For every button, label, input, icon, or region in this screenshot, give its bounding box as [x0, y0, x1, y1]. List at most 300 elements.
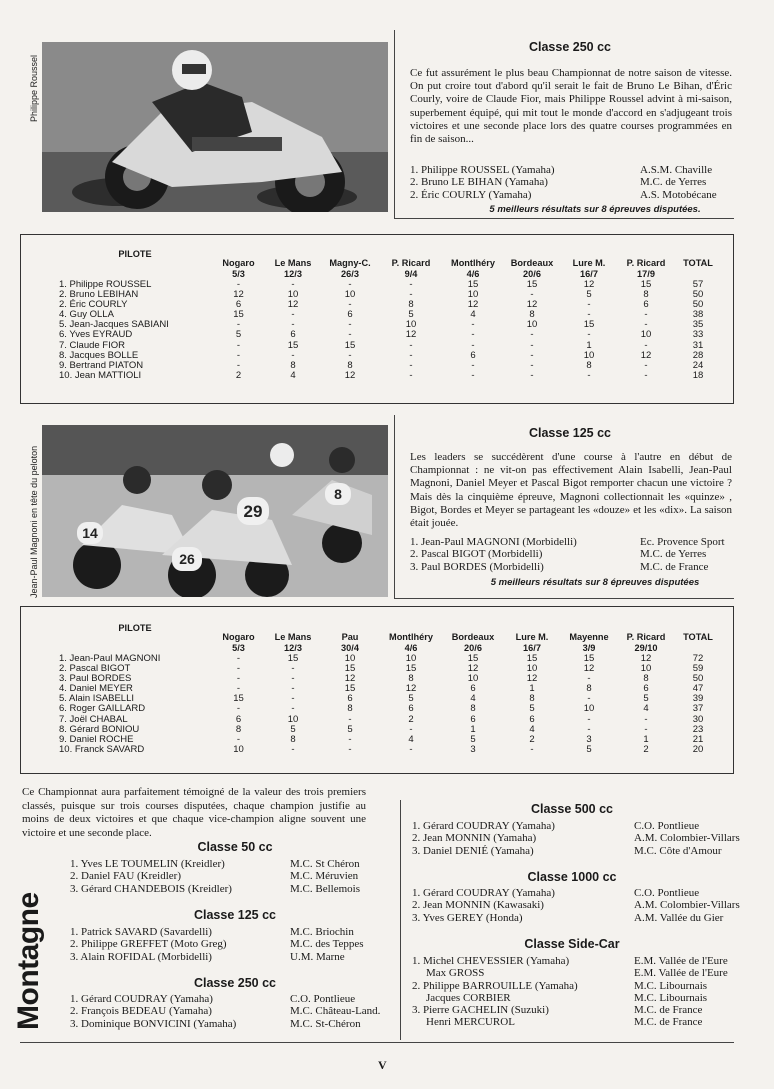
- list-item: 1. Patrick SAVARD (Savardelli) M.C. Briochin: [70, 926, 354, 938]
- score-cell: -: [236, 359, 241, 371]
- table-row: [59, 704, 722, 714]
- score-cell: 4: [529, 723, 535, 735]
- score-cell: 10: [405, 653, 417, 664]
- score-cell: 6: [643, 683, 649, 695]
- race-header: Lure M. 16/7: [572, 258, 606, 279]
- score-cell: -: [587, 693, 591, 705]
- list-item: 2. Pascal BIGOT (Morbidelli) M.C. de Yerres: [410, 548, 707, 561]
- montagne-500-title: Classe 500 cc: [530, 802, 613, 816]
- score-cell: 10: [287, 289, 299, 301]
- score-cell: -: [236, 339, 241, 351]
- montagne-label: Montagne: [12, 892, 45, 1030]
- class125-title: Classe 125 cc: [528, 426, 611, 440]
- total-cell: 37: [692, 703, 704, 715]
- score-cell: -: [236, 663, 241, 675]
- race-header: Magny-C. 26/3: [329, 258, 371, 279]
- score-cell: -: [236, 673, 241, 685]
- score-cell: -: [409, 339, 413, 351]
- score-cell: -: [471, 319, 475, 331]
- score-cell: 15: [344, 339, 356, 351]
- list-item: 3. Gérard CHANDEBOIS (Kreidler) M.C. Bellemois: [70, 882, 360, 895]
- score-cell: 15: [467, 279, 479, 290]
- list-item: 3. Paul BORDES (Morbidelli) M.C. de France: [410, 560, 709, 573]
- score-cell: -: [530, 329, 534, 341]
- score-cell: -: [530, 359, 534, 371]
- bike-number: 29: [243, 502, 263, 521]
- table-row: [59, 371, 722, 381]
- score-cell: -: [348, 743, 352, 755]
- score-cell: 6: [529, 713, 535, 725]
- score-cell: 10: [405, 319, 417, 331]
- total-cell: 38: [692, 309, 704, 321]
- score-cell: -: [471, 339, 475, 351]
- list-item: 2. Éric COURLY (Yamaha) A.S. Motobécane: [410, 188, 717, 201]
- class250-results: [410, 164, 717, 201]
- score-cell: 12: [583, 663, 595, 675]
- race-header: P. Ricard 29/10: [626, 632, 666, 653]
- pilot-name: 4. Guy OLLA: [59, 309, 114, 321]
- score-cell: 8: [347, 359, 353, 371]
- score-cell: 6: [290, 329, 296, 341]
- score-cell: 12: [405, 683, 417, 695]
- score-cell: 12: [640, 349, 652, 361]
- score-cell: 6: [470, 713, 476, 725]
- score-cell: 15: [344, 663, 356, 675]
- table-row: [59, 341, 722, 351]
- race-header: Lure M. 16/7: [515, 632, 549, 653]
- montagne-125-results: [70, 926, 364, 963]
- score-cell: -: [644, 319, 648, 331]
- score-cell: 5: [586, 743, 592, 755]
- score-cell: -: [644, 339, 648, 351]
- pilot-name: 3. Paul BORDES: [59, 673, 132, 685]
- bike-number: 14: [82, 525, 98, 541]
- score-cell: 8: [586, 683, 592, 695]
- table-row: [59, 694, 722, 704]
- score-cell: -: [348, 713, 352, 725]
- table-header-row: [59, 623, 722, 654]
- total-cell: 21: [692, 733, 704, 745]
- table-row: [59, 735, 722, 745]
- list-item: 3. Pierre GACHELIN (Suzuki) M.C. de France: [412, 1004, 703, 1017]
- score-cell: 8: [643, 289, 649, 301]
- score-cell: 10: [526, 319, 538, 331]
- table-row: [59, 290, 722, 300]
- table-row: [59, 715, 722, 725]
- total-cell: 50: [692, 673, 704, 685]
- pilot-name: 9. Bertrand PIATON: [59, 359, 144, 371]
- montagne-1000-title: Classe 1000 cc: [527, 870, 617, 884]
- score-cell: -: [471, 329, 475, 341]
- score-cell: 5: [643, 693, 649, 705]
- table-row: [59, 351, 722, 361]
- score-cell: 12: [640, 653, 652, 664]
- pilote-header: PILOTE: [118, 623, 152, 633]
- score-cell: 2: [643, 743, 649, 755]
- score-cell: 10: [344, 653, 356, 664]
- score-cell: 15: [640, 279, 652, 290]
- score-cell: 2: [529, 733, 535, 745]
- score-cell: 6: [347, 309, 353, 321]
- score-cell: 6: [235, 299, 242, 311]
- score-cell: 12: [344, 369, 356, 381]
- score-cell: -: [587, 673, 591, 685]
- score-cell: 8: [586, 359, 592, 371]
- score-cell: -: [409, 359, 413, 371]
- column-divider: [394, 30, 395, 218]
- total-cell: 24: [692, 359, 704, 371]
- race-header: Nogaro 5/3: [222, 258, 255, 279]
- score-cell: 15: [405, 663, 417, 675]
- score-cell: -: [530, 339, 534, 351]
- score-cell: 5: [408, 693, 414, 705]
- pilot-name: 5. Alain ISABELLI: [59, 693, 134, 705]
- score-cell: 15: [526, 279, 538, 290]
- table-row: [59, 654, 722, 664]
- score-cell: -: [291, 703, 295, 715]
- list-item: 2. Philippe GREFFET (Moto Greg) M.C. des Teppes: [70, 938, 364, 951]
- total-cell: 50: [692, 299, 704, 311]
- score-cell: 10: [583, 349, 595, 361]
- score-cell: 6: [643, 299, 649, 311]
- score-cell: 15: [287, 339, 299, 351]
- score-cell: 8: [470, 703, 476, 715]
- score-cell: -: [236, 703, 241, 715]
- score-cell: 10: [467, 673, 479, 685]
- score-cell: 4: [290, 369, 296, 381]
- score-cell: 15: [526, 653, 538, 664]
- score-cell: 15: [583, 653, 595, 664]
- total-cell: 28: [692, 349, 704, 361]
- table-row: [59, 684, 722, 694]
- score-cell: 12: [467, 299, 479, 311]
- score-cell: -: [348, 349, 352, 361]
- list-item: 1. Gérard COUDRAY (Yamaha) C.O. Pontlieue: [412, 887, 700, 899]
- score-cell: 6: [408, 703, 414, 715]
- montagne-1000-results: [412, 887, 740, 924]
- score-cell: 4: [408, 733, 414, 745]
- score-cell: 8: [347, 703, 353, 715]
- score-cell: 5: [290, 723, 296, 735]
- pilote-header: PILOTE: [118, 249, 152, 259]
- score-cell: 15: [233, 309, 244, 321]
- race-header: Nogaro 5/3: [222, 632, 255, 653]
- score-cell: -: [644, 309, 648, 321]
- table-row: [59, 361, 722, 371]
- list-item: 3. Dominique BONVICINI (Yamaha) M.C. St-Chéron: [70, 1017, 361, 1030]
- score-cell: -: [471, 369, 475, 381]
- list-item: 1. Michel CHEVESSIER (Yamaha) E.M. Vallée de l'Eure: [412, 955, 728, 967]
- score-cell: 6: [235, 713, 242, 725]
- score-cell: -: [409, 723, 413, 735]
- score-cell: 1: [529, 683, 535, 695]
- score-cell: -: [530, 369, 534, 381]
- score-cell: -: [236, 349, 241, 361]
- pilot-name: 1. Philippe ROUSSEL: [59, 279, 152, 290]
- score-cell: -: [409, 743, 413, 755]
- score-cell: 12: [583, 279, 595, 290]
- list-item: 1. Gérard COUDRAY (Yamaha) C.O. Pontlieue: [412, 820, 700, 832]
- score-cell: -: [291, 349, 295, 361]
- score-cell: -: [644, 713, 648, 725]
- score-cell: -: [409, 349, 413, 361]
- race-header: Le Mans 12/3: [274, 632, 312, 653]
- score-cell: 10: [640, 329, 652, 341]
- total-cell: 23: [692, 723, 704, 735]
- score-cell: -: [409, 279, 413, 290]
- score-cell: 1: [643, 733, 649, 745]
- list-item: 3. Alain ROFIDAL (Morbidelli) U.M. Marne: [70, 950, 345, 963]
- score-cell: -: [291, 683, 295, 695]
- pilot-name: 10. Franck SAVARD: [59, 743, 145, 755]
- score-cell: 5: [529, 703, 535, 715]
- pilot-name: 2. Bruno LEBIHAN: [59, 289, 139, 301]
- list-item: 2. Jean MONNIN (Yamaha) A.M. Colombier-Villars: [412, 832, 740, 845]
- column-divider: [400, 800, 401, 1040]
- class250-title: Classe 250 cc: [528, 40, 611, 54]
- score-cell: -: [348, 299, 352, 311]
- score-cell: -: [348, 329, 352, 341]
- footer-rule: [20, 1042, 734, 1043]
- total-cell: 18: [692, 369, 704, 381]
- total-cell: 33: [692, 329, 704, 341]
- score-cell: 10: [287, 713, 299, 725]
- score-cell: -: [587, 329, 591, 341]
- table-row: [59, 725, 722, 735]
- class125-intro: Les leaders se succédèrent d'une course à l'autre en début de Championnat : ne vit-on pas effectivement Alain Isabelli, Jean-Paul Magnoni, Daniel Meyer et Pascal Bigot remporter chacun une victoire ? Mais dès la cinquième épreuve, Magnoni collectionnait les «quinze» , Bigot, Bordes et Meyer se partageant les «douze» et les «dix». La saison était jouée.: [410, 451, 732, 530]
- score-cell: -: [348, 319, 352, 331]
- race-header: Pau 30/4: [341, 632, 359, 653]
- score-cell: 15: [583, 319, 595, 331]
- montagne-sidecar-results: [412, 955, 728, 1029]
- standings-250: [59, 249, 722, 381]
- pilot-name: 6. Yves EYRAUD: [59, 329, 133, 341]
- score-cell: 8: [235, 723, 242, 735]
- bike-number: 26: [179, 551, 195, 567]
- photo-jean-paul-magnoni: [42, 425, 388, 597]
- score-cell: 4: [470, 693, 476, 705]
- montagne-50-results: [70, 858, 360, 895]
- score-cell: 15: [287, 653, 299, 664]
- photo-philippe-roussel: [42, 42, 388, 212]
- score-cell: -: [644, 369, 648, 381]
- score-cell: -: [291, 309, 295, 321]
- score-cell: 8: [408, 673, 414, 685]
- score-cell: 10: [467, 289, 479, 301]
- score-cell: -: [530, 289, 534, 301]
- pilot-name: 10. Jean MATTIOLI: [59, 369, 142, 381]
- total-cell: 31: [692, 339, 704, 351]
- motorcycle-racer-image: [42, 42, 388, 212]
- bike-number: 8: [334, 486, 342, 502]
- score-cell: 12: [467, 663, 479, 675]
- score-cell: 5: [347, 723, 353, 735]
- score-cell: -: [587, 369, 591, 381]
- score-cell: 10: [526, 663, 538, 675]
- pilot-name: 5. Jean-Jacques SABIANI: [59, 319, 169, 331]
- list-item: Jacques CORBIER M.C. Libournais: [426, 991, 708, 1004]
- race-header: Bordeaux 20/6: [510, 258, 554, 279]
- score-cell: 2: [408, 713, 414, 725]
- pilot-name: 2. Éric COURLY: [59, 299, 128, 311]
- score-cell: 10: [233, 743, 244, 755]
- class125-note: 5 meilleurs résultats sur 8 épreuves disputées: [490, 577, 700, 588]
- score-cell: -: [644, 359, 648, 371]
- pilot-name: 8. Gérard BONIOU: [59, 723, 140, 735]
- score-cell: -: [348, 733, 352, 745]
- score-cell: 12: [405, 329, 417, 341]
- list-item: 1. Yves LE TOUMELIN (Kreidler) M.C. St Chéron: [70, 858, 360, 870]
- score-cell: 5: [586, 289, 592, 301]
- score-cell: -: [587, 713, 591, 725]
- page-number: V: [378, 1058, 387, 1072]
- race-header: Montlhéry 4/6: [451, 258, 495, 279]
- montagne-intro: Ce Championnat aura parfaitement témoigné de la valeur des trois premiers classés, puisque sur trois courses disputées, chaque champion justifie au moins de deux victoires et que chaque vice-champion aligne souvent une victoire et une seconde place.: [22, 786, 366, 839]
- montagne-sidecar-title: Classe Side-Car: [524, 937, 620, 951]
- table-row: [59, 664, 722, 674]
- race-header: Mayenne 3/9: [569, 632, 609, 653]
- score-cell: 4: [470, 309, 476, 321]
- total-cell: 20: [692, 743, 704, 755]
- list-item: Henri MERCUROL M.C. de France: [426, 1016, 703, 1029]
- race-header: Le Mans 12/3: [274, 258, 312, 279]
- table-row: [59, 745, 722, 755]
- section-rule: [394, 218, 734, 219]
- montagne-250-title: Classe 250 cc: [193, 976, 276, 990]
- score-cell: 8: [408, 299, 414, 311]
- table-row: [59, 674, 722, 684]
- table-row: [59, 330, 722, 340]
- list-item: 2. François BEDEAU (Yamaha) M.C. Château-Land.: [70, 1005, 381, 1018]
- score-cell: 6: [347, 693, 353, 705]
- total-header: TOTAL: [683, 632, 713, 642]
- list-item: 1. Jean-Paul MAGNONI (Morbidelli) Ec. Provence Sport: [410, 536, 725, 548]
- race-header: P. Ricard 9/4: [391, 258, 431, 279]
- total-cell: 39: [692, 693, 704, 705]
- score-cell: -: [644, 723, 648, 735]
- score-cell: 15: [344, 683, 356, 695]
- score-cell: 2: [235, 369, 242, 381]
- table-body: [59, 280, 722, 381]
- score-cell: 1: [470, 723, 476, 735]
- total-cell: 57: [692, 279, 704, 290]
- score-cell: 15: [467, 653, 479, 664]
- photo-credit-middle: Jean-Paul Magnoni en tête du peloton: [29, 445, 39, 598]
- score-cell: -: [348, 279, 352, 290]
- pilot-name: 7. Claude FIOR: [59, 339, 125, 351]
- score-cell: 8: [529, 309, 535, 321]
- class125-results: [410, 536, 725, 573]
- score-cell: 1: [586, 339, 592, 351]
- score-cell: 6: [470, 349, 476, 361]
- montagne-500-results: [412, 820, 740, 857]
- score-cell: 10: [583, 703, 595, 715]
- score-cell: 8: [529, 693, 535, 705]
- score-cell: -: [236, 733, 241, 745]
- pilot-name: 7. Joël CHABAL: [59, 713, 128, 725]
- score-cell: 12: [344, 673, 356, 685]
- score-cell: 8: [290, 733, 296, 745]
- list-item: 1. Philippe ROUSSEL (Yamaha) A.S.M. Chaville: [410, 164, 713, 176]
- score-cell: 3: [586, 733, 592, 745]
- pilot-name: 1. Jean-Paul MAGNONI: [59, 653, 161, 664]
- score-cell: -: [291, 279, 295, 290]
- section-rule: [394, 598, 734, 599]
- column-divider: [394, 415, 395, 598]
- score-cell: -: [236, 319, 241, 331]
- score-cell: -: [236, 653, 241, 664]
- score-cell: 5: [470, 733, 476, 745]
- list-item: 3. Yves GEREY (Honda) A.M. Vallée du Gier: [412, 911, 724, 924]
- montagne-125-title: Classe 125 cc: [193, 908, 276, 922]
- score-cell: 15: [233, 693, 244, 705]
- score-cell: -: [530, 743, 534, 755]
- score-cell: 12: [233, 289, 244, 301]
- list-item: 2. Jean MONNIN (Kawasaki) A.M. Colombier-Villars: [412, 899, 740, 912]
- table-row: [59, 300, 722, 310]
- score-cell: 8: [643, 673, 649, 685]
- score-cell: -: [291, 663, 295, 675]
- list-item: 1. Gérard COUDRAY (Yamaha) C.O. Pontlieue: [70, 993, 356, 1005]
- score-cell: -: [291, 319, 295, 331]
- table-row: [59, 280, 722, 290]
- pilot-name: 8. Jacques BOLLE: [59, 349, 139, 361]
- score-cell: -: [291, 673, 295, 685]
- class250-note: 5 meilleurs résultats sur 8 épreuves disputées.: [489, 204, 701, 215]
- pilot-name: 4. Daniel MEYER: [59, 683, 133, 695]
- total-cell: 30: [692, 713, 704, 725]
- table-row: [59, 320, 722, 330]
- montagne-250-results: [70, 993, 380, 1030]
- pilot-name: 6. Roger GAILLARD: [59, 703, 146, 715]
- score-cell: 6: [470, 683, 476, 695]
- score-cell: -: [409, 289, 413, 301]
- score-cell: 8: [290, 359, 296, 371]
- score-cell: 5: [235, 329, 242, 341]
- montagne-50-title: Classe 50 cc: [197, 840, 273, 854]
- list-item: Max GROSS E.M. Vallée de l'Eure: [426, 967, 728, 980]
- standings-table-250: [20, 234, 734, 404]
- pilot-name: 9. Daniel ROCHE: [59, 733, 134, 745]
- total-cell: 50: [692, 289, 704, 301]
- total-cell: 47: [692, 683, 704, 695]
- pilot-name: 2. Pascal BIGOT: [59, 663, 131, 675]
- score-cell: 3: [470, 743, 476, 755]
- list-item: 2. Philippe BARROUILLE (Yamaha) M.C. Libournais: [412, 979, 708, 992]
- race-header: P. Ricard 17/9: [626, 258, 666, 279]
- total-cell: 59: [692, 663, 704, 675]
- score-cell: 12: [287, 299, 299, 311]
- standings-table-125: [20, 606, 734, 774]
- photo-credit-top: Philippe Roussel: [29, 54, 39, 122]
- list-item: 2. Bruno LE BIHAN (Yamaha) M.C. de Yerres: [410, 176, 707, 189]
- list-item: 2. Daniel FAU (Kreidler) M.C. Méruvien: [70, 870, 359, 883]
- score-cell: -: [587, 309, 591, 321]
- score-cell: -: [471, 359, 475, 371]
- standings-125: [59, 623, 722, 755]
- score-cell: 5: [408, 309, 414, 321]
- peloton-racers-image: [42, 425, 388, 597]
- class250-intro: Ce fut assurément le plus beau Championnat de notre saison de vitesse. On put croire tout d'abord qu'il serait le fait de Bruno Le Bihan, d'Éric Courly, voire de Claude Fior, mais Philippe Roussel advint à mi-saison, superbement équipé, qui mit tout le monde d'accord en s'adjugeant trois victoires et une seconde place lors des quatre courses programmées en fin de saison...: [410, 67, 732, 146]
- score-cell: -: [587, 299, 591, 311]
- score-cell: 12: [526, 299, 538, 311]
- race-header: Bordeaux 20/6: [451, 632, 495, 653]
- score-cell: -: [530, 349, 534, 361]
- score-cell: 4: [643, 703, 649, 715]
- total-cell: 72: [692, 653, 704, 664]
- total-cell: 35: [692, 319, 704, 331]
- score-cell: 10: [344, 289, 356, 301]
